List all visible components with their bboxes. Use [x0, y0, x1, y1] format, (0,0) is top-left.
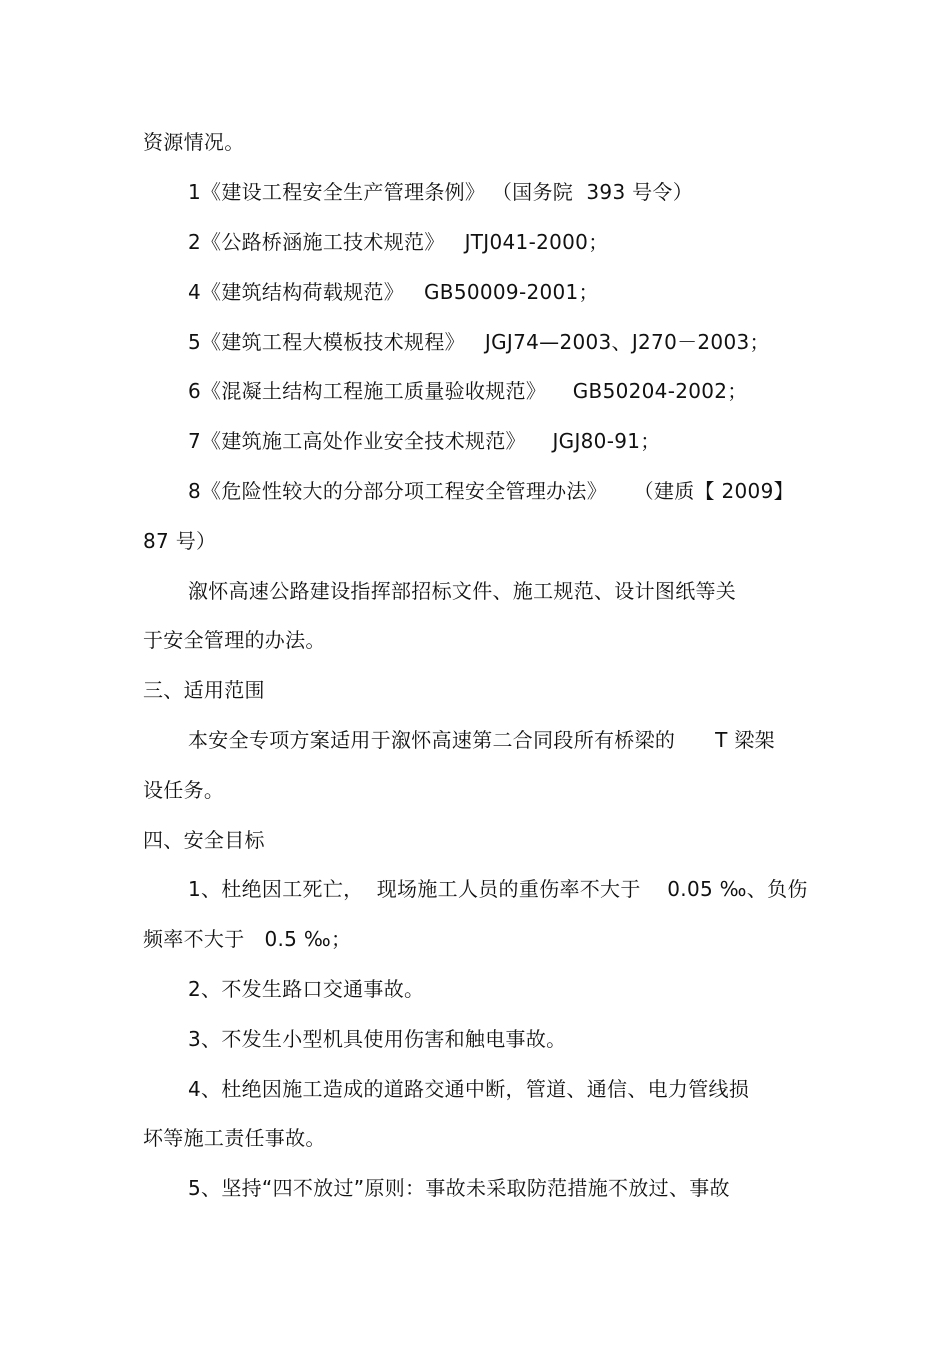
- goal-item-1: 1、杜绝因工死亡， 现场施工人员的重伤率不大于 0.05 ‰、负伤: [188, 877, 808, 901]
- goal-item-4: 4、杜绝因施工造成的道路交通中断，管道、通信、电力管线损: [188, 1077, 750, 1101]
- section-heading-scope: 三、适用范围: [143, 678, 265, 702]
- goal-item-1-cont: 频率不大于 0.5 ‰；: [143, 927, 352, 951]
- goal-item-2: 2、不发生路口交通事故。: [188, 977, 425, 1001]
- reference-item-7: 7《建筑施工高处作业安全技术规范》 JGJ80-91；: [188, 429, 661, 453]
- text-line: 资源情况。: [143, 130, 245, 154]
- reference-item-8-cont: 87 号）: [143, 529, 217, 553]
- reference-item-2: 2《公路桥涵施工技术规范》 JTJ041-2000；: [188, 230, 609, 254]
- goal-item-3: 3、不发生小型机具使用伤害和触电事故。: [188, 1027, 567, 1051]
- goal-item-5: 5、坚持“四不放过”原则：事故未采取防范措施不放过、事故: [188, 1176, 730, 1200]
- paragraph-line: 本安全专项方案适用于溆怀高速第二合同段所有桥梁的 T 梁架: [188, 728, 775, 752]
- section-heading-goals: 四、安全目标: [143, 828, 265, 852]
- paragraph-line: 溆怀高速公路建设指挥部招标文件、施工规范、设计图纸等关: [188, 579, 737, 603]
- reference-item-4: 4《建筑结构荷载规范》 GB50009-2001；: [188, 280, 599, 304]
- goal-item-4-cont: 坏等施工责任事故。: [143, 1126, 326, 1150]
- reference-item-8: 8《危险性较大的分部分项工程安全管理办法》 （建质【 2009】: [188, 479, 794, 503]
- paragraph-line: 于安全管理的办法。: [143, 628, 326, 652]
- reference-item-5: 5《建筑工程大模板技术规程》 JGJ74—2003、J270－2003；: [188, 330, 770, 354]
- reference-item-6: 6《混凝土结构工程施工质量验收规范》 GB50204-2002；: [188, 379, 748, 403]
- reference-item-1: 1《建设工程安全生产管理条例》 （国务院 393 号令）: [188, 180, 694, 204]
- paragraph-line: 设任务。: [143, 778, 225, 802]
